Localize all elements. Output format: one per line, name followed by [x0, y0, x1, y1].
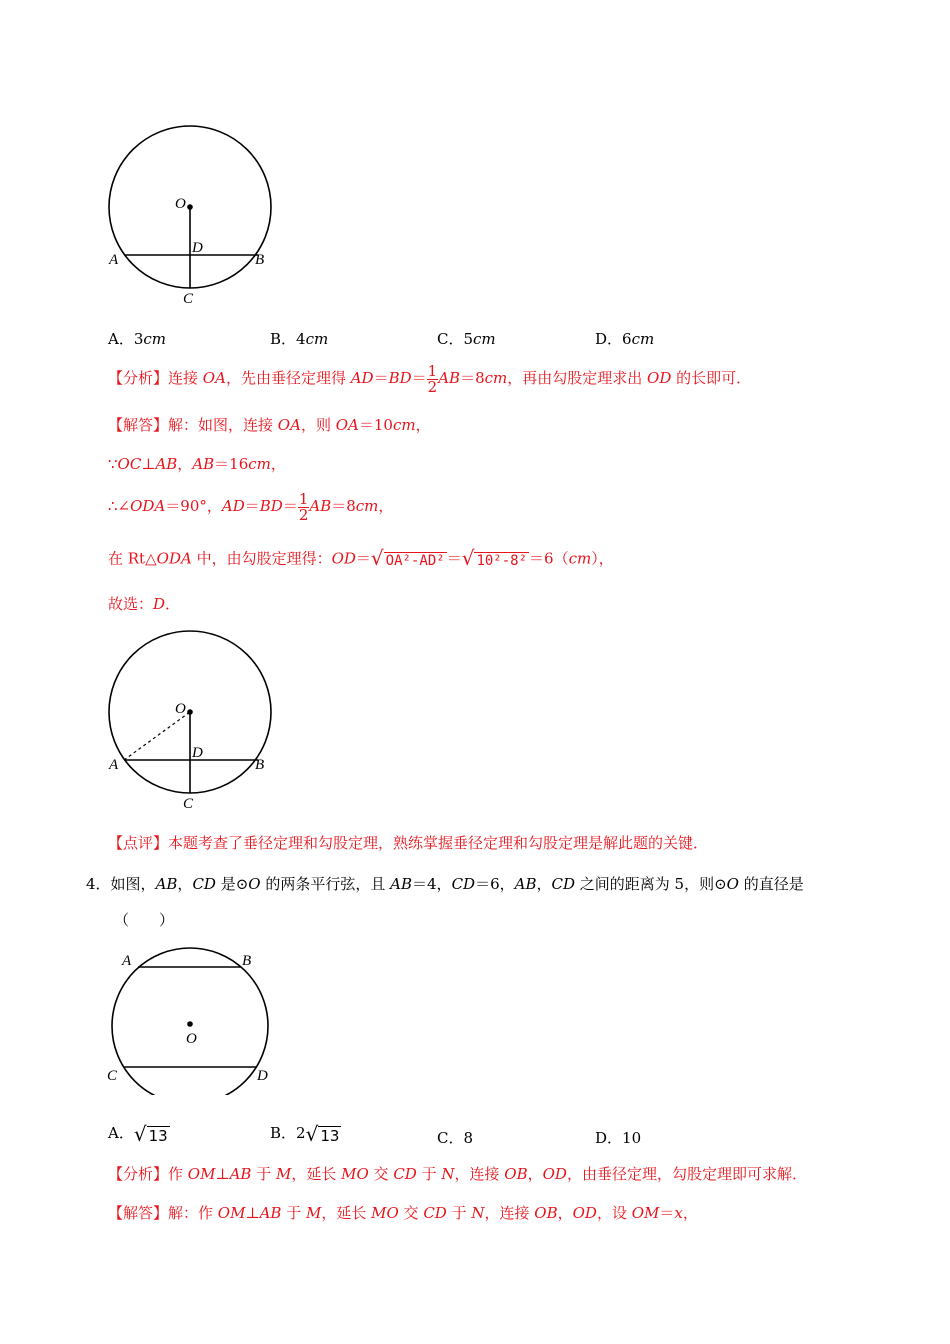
q3-option-c: C．5cm [437, 330, 496, 348]
q4-solution: 【解答】解：作 OM⊥AB 于 M，延长 MO 交 CD 于 N，连接 OB，OD，设 OM＝x， [108, 1204, 698, 1222]
label-b: B [242, 953, 252, 969]
label-o: O [186, 1031, 197, 1047]
label-b: B [255, 252, 265, 268]
q3-option-a: A．3cm [108, 330, 167, 348]
label-d: D [257, 1068, 268, 1084]
label-c: C [107, 1068, 118, 1084]
q4-answer-paren: （ ） [114, 911, 175, 929]
q3-solution-line5: 故选：D． [108, 595, 181, 613]
figure-circle-1 [100, 120, 290, 310]
q3-option-b: B．4cm [270, 330, 329, 348]
q4-question: 4．如图，AB，CD 是⊙O 的两条平行弦，且 AB＝4，CD＝6，AB，CD 之间的距离为 5，则⊙O 的直径是 [86, 875, 804, 893]
q4-option-d: D．10 [595, 1129, 642, 1147]
q3-comment: 【点评】本题考查了垂径定理和勾股定理，熟练掌握垂径定理和勾股定理是解此题的关键． [108, 834, 709, 852]
sqrt-expression-2: √ 10²-8² [461, 546, 528, 570]
label-a: A [109, 252, 119, 268]
label-b: B [255, 757, 265, 773]
label-d: D [192, 745, 203, 761]
label-c: C [183, 291, 194, 307]
label-c: C [183, 796, 194, 812]
figure-circle-2 [100, 625, 290, 815]
fraction-half-2: $\frac{1}{2}$ [298, 489, 309, 524]
label-o: O [175, 701, 186, 717]
label-a: A [122, 953, 132, 969]
q4-option-a: A．√ 13 [108, 1122, 168, 1146]
fraction-half: $\frac{1}{2}$ [427, 361, 438, 396]
q3-analysis: 【分析】连接 OA，先由垂径定理得 AD＝BD＝ $\frac{1}{2}$ AB＝8cm，再由勾股定理求出 OD 的长即可． [108, 361, 752, 396]
q4-option-b: B．2√ 13 [270, 1122, 340, 1146]
figure-circle-parallel-chords [100, 940, 290, 1095]
label-a: A [109, 757, 119, 773]
q3-solution-line3: ∴∠ODA＝90°，AD＝BD＝ $\frac{1}{2}$ AB＝8cm， [108, 489, 394, 524]
sqrt-expression-1: √ OA²-AD² [370, 546, 445, 570]
q3-solution-line1: 【解答】解：如图，连接 OA，则 OA＝10cm， [108, 416, 431, 434]
label-d: D [192, 240, 203, 256]
q3-solution-line2: ∵OC⊥AB，AB＝16cm， [108, 455, 286, 473]
q4-option-c: C．8 [437, 1129, 474, 1147]
q4-analysis: 【分析】作 OM⊥AB 于 M，延长 MO 交 CD 于 N，连接 OB，OD，由垂径定理，勾股定理即可求解． [108, 1165, 807, 1183]
q3-solution-line4: 在 Rt△ODA 中，由勾股定理得：OD＝√ OA²-AD² ＝√ 10²-8² ＝6（cm）， [108, 541, 614, 575]
q3-option-d: D．6cm [595, 330, 655, 348]
label-o: O [175, 196, 186, 212]
